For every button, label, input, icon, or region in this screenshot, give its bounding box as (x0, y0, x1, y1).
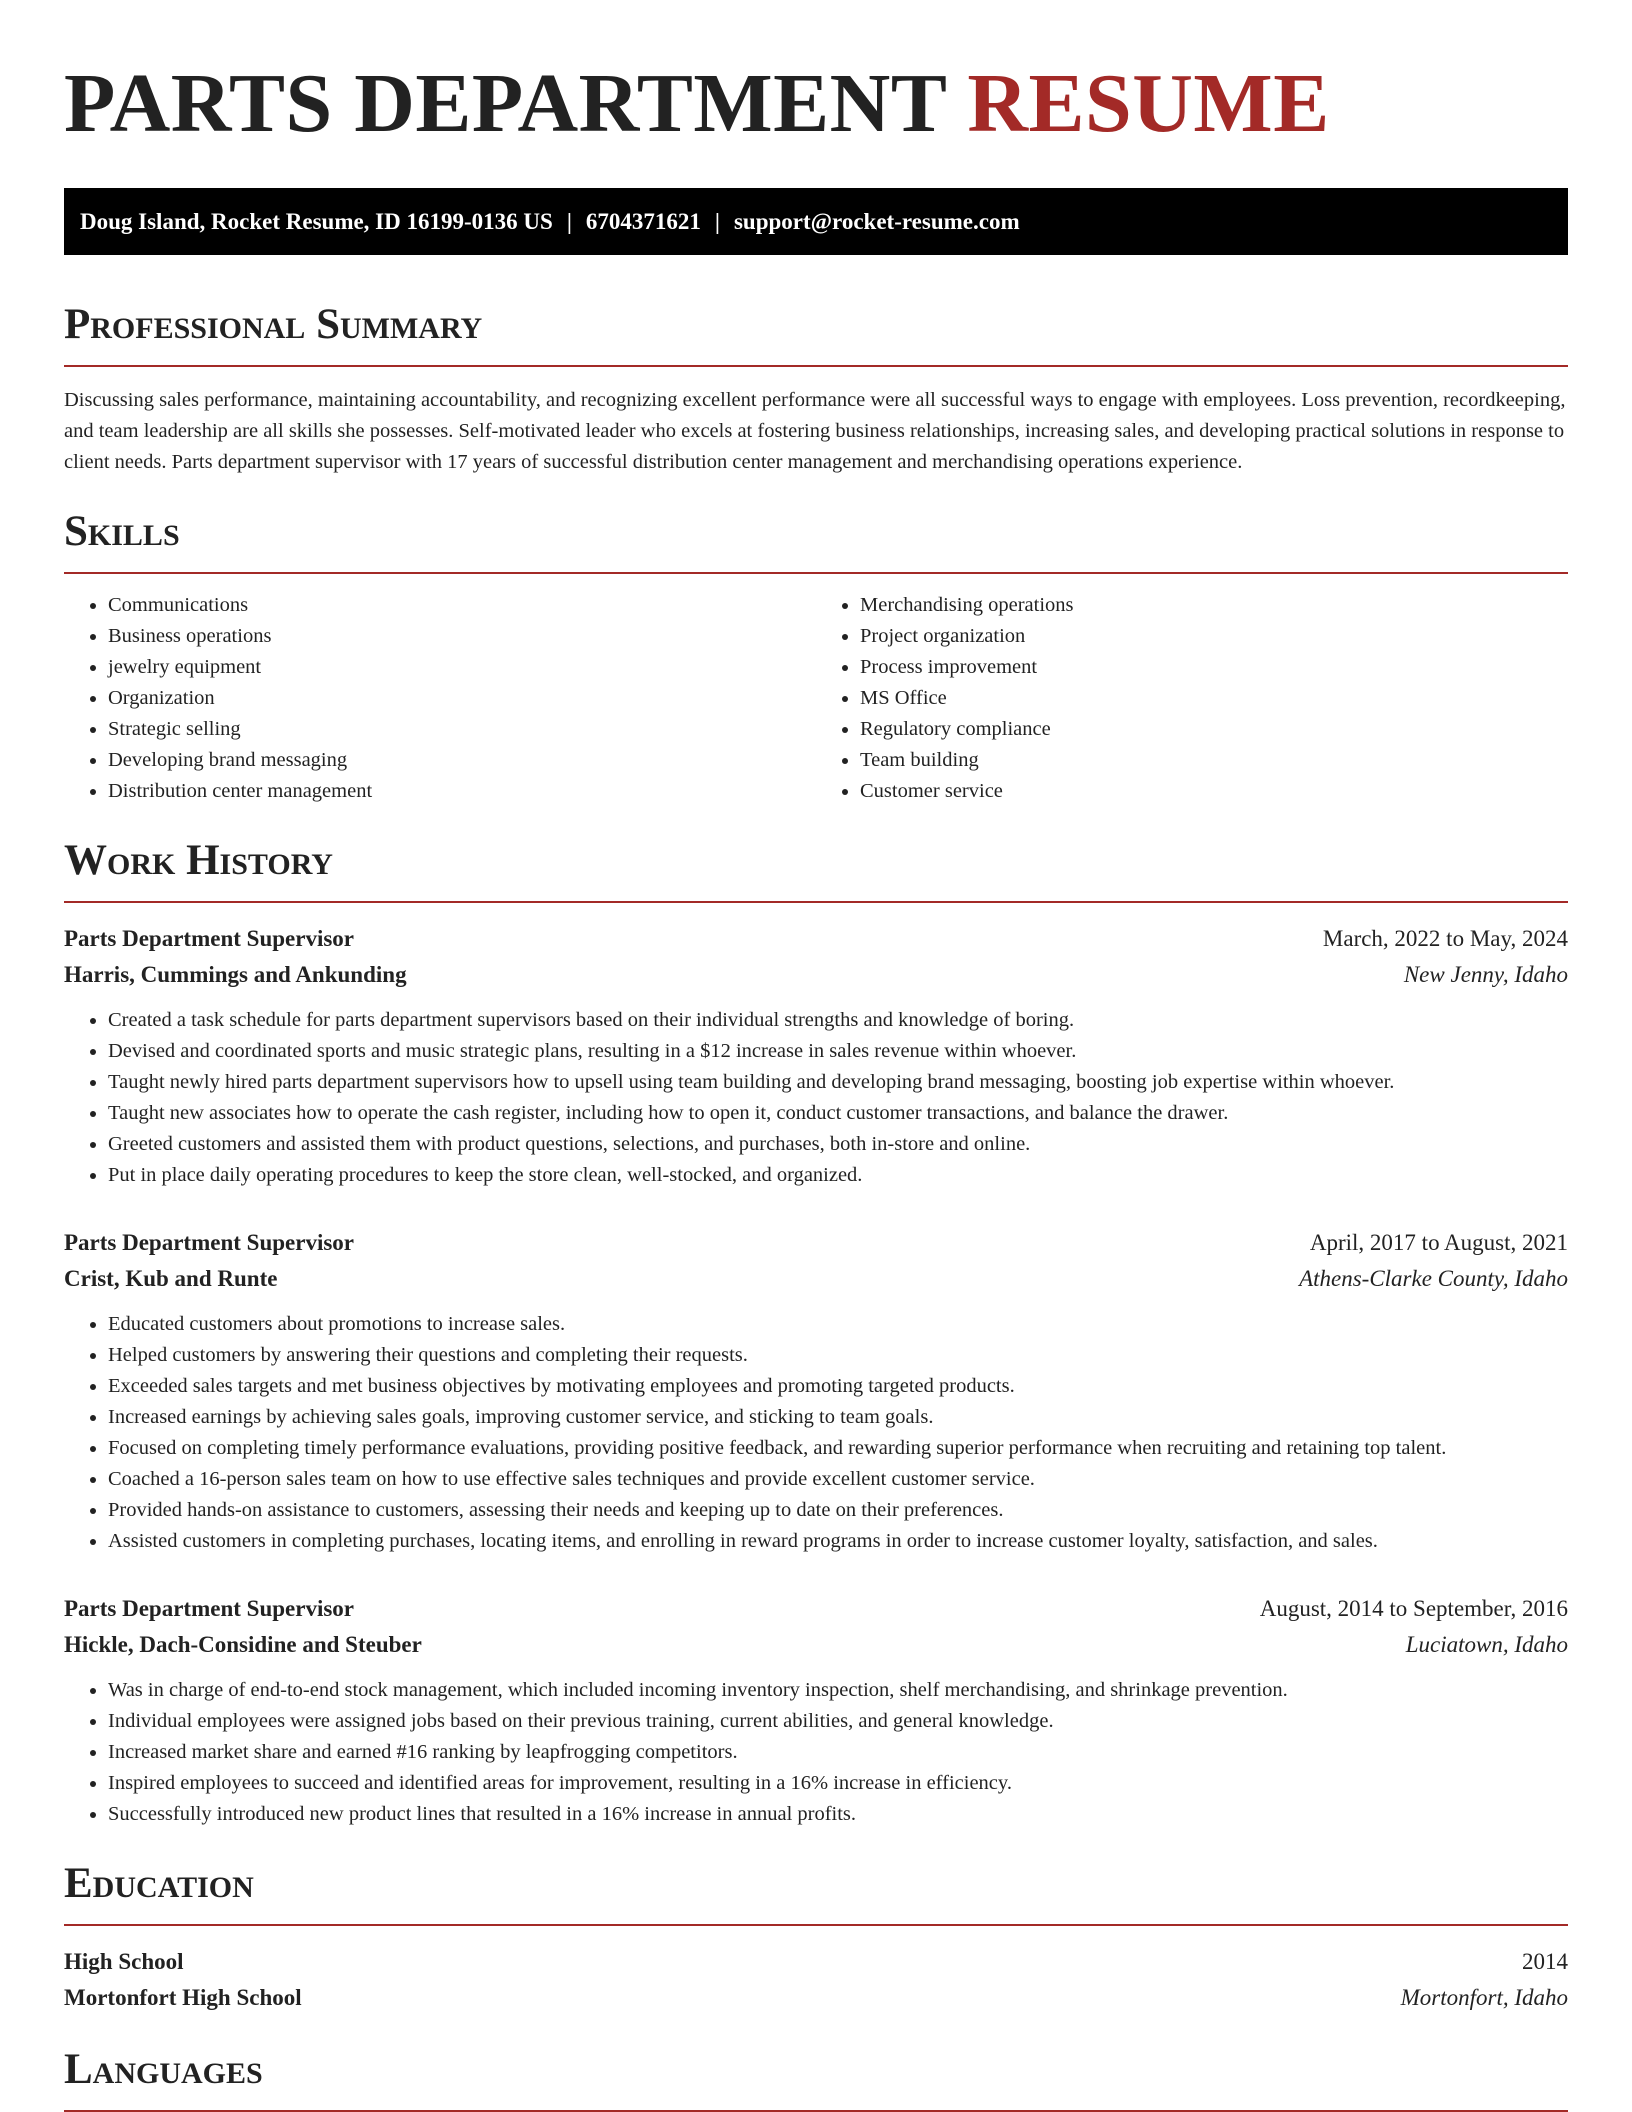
job-location: Luciatown, Idaho (1405, 1632, 1568, 1657)
job-entry (64, 921, 1568, 1191)
section-title-work-history: Work History (64, 835, 1568, 903)
education-header-row (64, 1944, 1568, 1980)
job-bullet: • Was in charge of end-to-end stock management, which included incoming inventory inspection, shelf merchandising, and shrinkage prevention. (108, 1675, 1568, 1706)
skill-item: • Project organization (860, 621, 1568, 652)
job-dates: April, 2017 to August, 2021 (1309, 1230, 1568, 1255)
education-section (64, 1858, 1568, 2016)
section-title-skills: Skills (64, 506, 1568, 574)
job-bullet: • Educated customers about promotions to increase sales. (108, 1309, 1568, 1340)
job-header-row (64, 921, 1568, 957)
job-dates: August, 2014 to September, 2016 (1259, 1596, 1568, 1621)
job-bullet: • Coached a 16-person sales team on how to use effective sales techniques and provide excellent customer service. (108, 1464, 1568, 1495)
languages-section (64, 2044, 1568, 2112)
job-title: Parts Department Supervisor (64, 926, 355, 951)
job-bullet: • Increased market share and earned #16 ranking by leapfrogging competitors. (108, 1737, 1568, 1768)
contact-phone: 6704371621 (585, 209, 701, 234)
job-bullets (64, 1675, 1568, 1830)
summary-text: Discussing sales performance, maintaining accountability, and recognizing excellent performance were all successful ways to engage with employees. Loss prevention, recordkeeping, and team leadership are all skills she possesses. Self-motivated leader who excels at fostering business relationships, increasing sales, and developing practical solutions in response to client needs. Parts department supervisor with 17 years of successful distribution center management and merchandising operations experience. (64, 389, 1566, 473)
job-bullet: • Put in place daily operating procedures to keep the store clean, well-stocked, and organized. (108, 1160, 1568, 1191)
job-title: Parts Department Supervisor (64, 1596, 355, 1621)
resume-title (64, 58, 1568, 150)
education-school-row (64, 1980, 1568, 2016)
summary-section (64, 299, 1568, 478)
skills-column-left (64, 590, 816, 807)
work-history-section (64, 835, 1568, 1830)
title-main: PARTS DEPARTMENT (64, 57, 946, 150)
education-year: 2014 (1522, 1949, 1568, 1974)
job-bullet: • Successfully introduced new product lines that resulted in a 16% increase in annual profits. (108, 1799, 1568, 1830)
job-dates: March, 2022 to May, 2024 (1322, 926, 1568, 951)
skill-item: • Team building (860, 745, 1568, 776)
skill-item: • jewelry equipment (108, 652, 816, 683)
skill-item: • MS Office (860, 683, 1568, 714)
job-bullet: • Created a task schedule for parts department supervisors based on their individual strengths and knowledge of boring. (108, 1005, 1568, 1036)
job-location: New Jenny, Idaho (1403, 962, 1568, 987)
section-title-education: Education (64, 1858, 1568, 1926)
skill-item: • Strategic selling (108, 714, 816, 745)
skill-item: • Process improvement (860, 652, 1568, 683)
job-location: Athens-Clarke County, Idaho (1299, 1266, 1568, 1291)
contact-address: Doug Island, Rocket Resume, ID 16199-0136 US (80, 209, 553, 234)
skills-column-right (816, 590, 1568, 807)
job-bullet: • Devised and coordinated sports and music strategic plans, resulting in a $12 increase in sales revenue within whoever. (108, 1036, 1568, 1067)
job-bullet: • Exceeded sales targets and met business objectives by motivating employees and promoting targeted products. (108, 1371, 1568, 1402)
job-header-row (64, 1591, 1568, 1627)
job-company: Crist, Kub and Runte (64, 1266, 278, 1291)
skill-item: • Developing brand messaging (108, 745, 816, 776)
job-bullet: • Focused on completing timely performance evaluations, providing positive feedback, and rewarding superior performance when recruiting and retaining top talent. (108, 1433, 1568, 1464)
job-bullet: • Taught new associates how to operate the cash register, including how to open it, conduct customer transactions, and balance the drawer. (108, 1098, 1568, 1129)
job-bullet: • Helped customers by answering their questions and completing their requests. (108, 1340, 1568, 1371)
job-bullet: • Inspired employees to succeed and identified areas for improvement, resulting in a 16% increase in efficiency. (108, 1768, 1568, 1799)
education-location: Mortonfort, Idaho (1400, 1985, 1568, 2010)
job-company: Hickle, Dach-Considine and Steuber (64, 1632, 422, 1657)
job-bullet: • Individual employees were assigned jobs based on their previous training, current abilities, and general knowledge. (108, 1706, 1568, 1737)
contact-bar (64, 188, 1568, 255)
job-bullets (64, 1309, 1568, 1557)
contact-email: support@rocket-resume.com (733, 209, 1020, 234)
job-bullet: • Assisted customers in completing purchases, locating items, and enrolling in reward programs in order to increase customer loyalty, satisfaction, and sales. (108, 1526, 1568, 1557)
skill-item: • Distribution center management (108, 776, 816, 807)
skill-item: • Regulatory compliance (860, 714, 1568, 745)
job-entry (64, 1225, 1568, 1557)
title-accent: RESUME (967, 57, 1330, 150)
job-company-row (64, 1261, 1568, 1297)
job-title: Parts Department Supervisor (64, 1230, 355, 1255)
skill-item: • Organization (108, 683, 816, 714)
education-school: Mortonfort High School (64, 1985, 302, 2010)
job-bullet: • Provided hands-on assistance to customers, assessing their needs and keeping up to date on their preferences. (108, 1495, 1568, 1526)
job-bullet: • Greeted customers and assisted them with product questions, selections, and purchases, both in-store and online. (108, 1129, 1568, 1160)
section-title-languages: Languages (64, 2044, 1568, 2112)
skills-section (64, 506, 1568, 807)
skill-item: • Customer service (860, 776, 1568, 807)
job-bullet: • Taught newly hired parts department supervisors how to upsell using team building and developing brand messaging, boosting job expertise within whoever. (108, 1067, 1568, 1098)
contact-separator: | (566, 209, 572, 234)
job-company-row (64, 957, 1568, 993)
section-title-summary: Professional Summary (64, 299, 1568, 367)
skills-grid (64, 590, 1568, 807)
education-entry (64, 1944, 1568, 2016)
job-company: Harris, Cummings and Ankunding (64, 962, 407, 987)
job-bullets (64, 1005, 1568, 1191)
skill-item: • Merchandising operations (860, 590, 1568, 621)
skill-item: • Communications (108, 590, 816, 621)
job-header-row (64, 1225, 1568, 1261)
job-company-row (64, 1627, 1568, 1663)
skill-item: • Business operations (108, 621, 816, 652)
job-bullet: • Increased earnings by achieving sales goals, improving customer service, and sticking to team goals. (108, 1402, 1568, 1433)
job-entry (64, 1591, 1568, 1830)
contact-separator: | (714, 209, 720, 234)
education-degree: High School (64, 1949, 184, 1974)
